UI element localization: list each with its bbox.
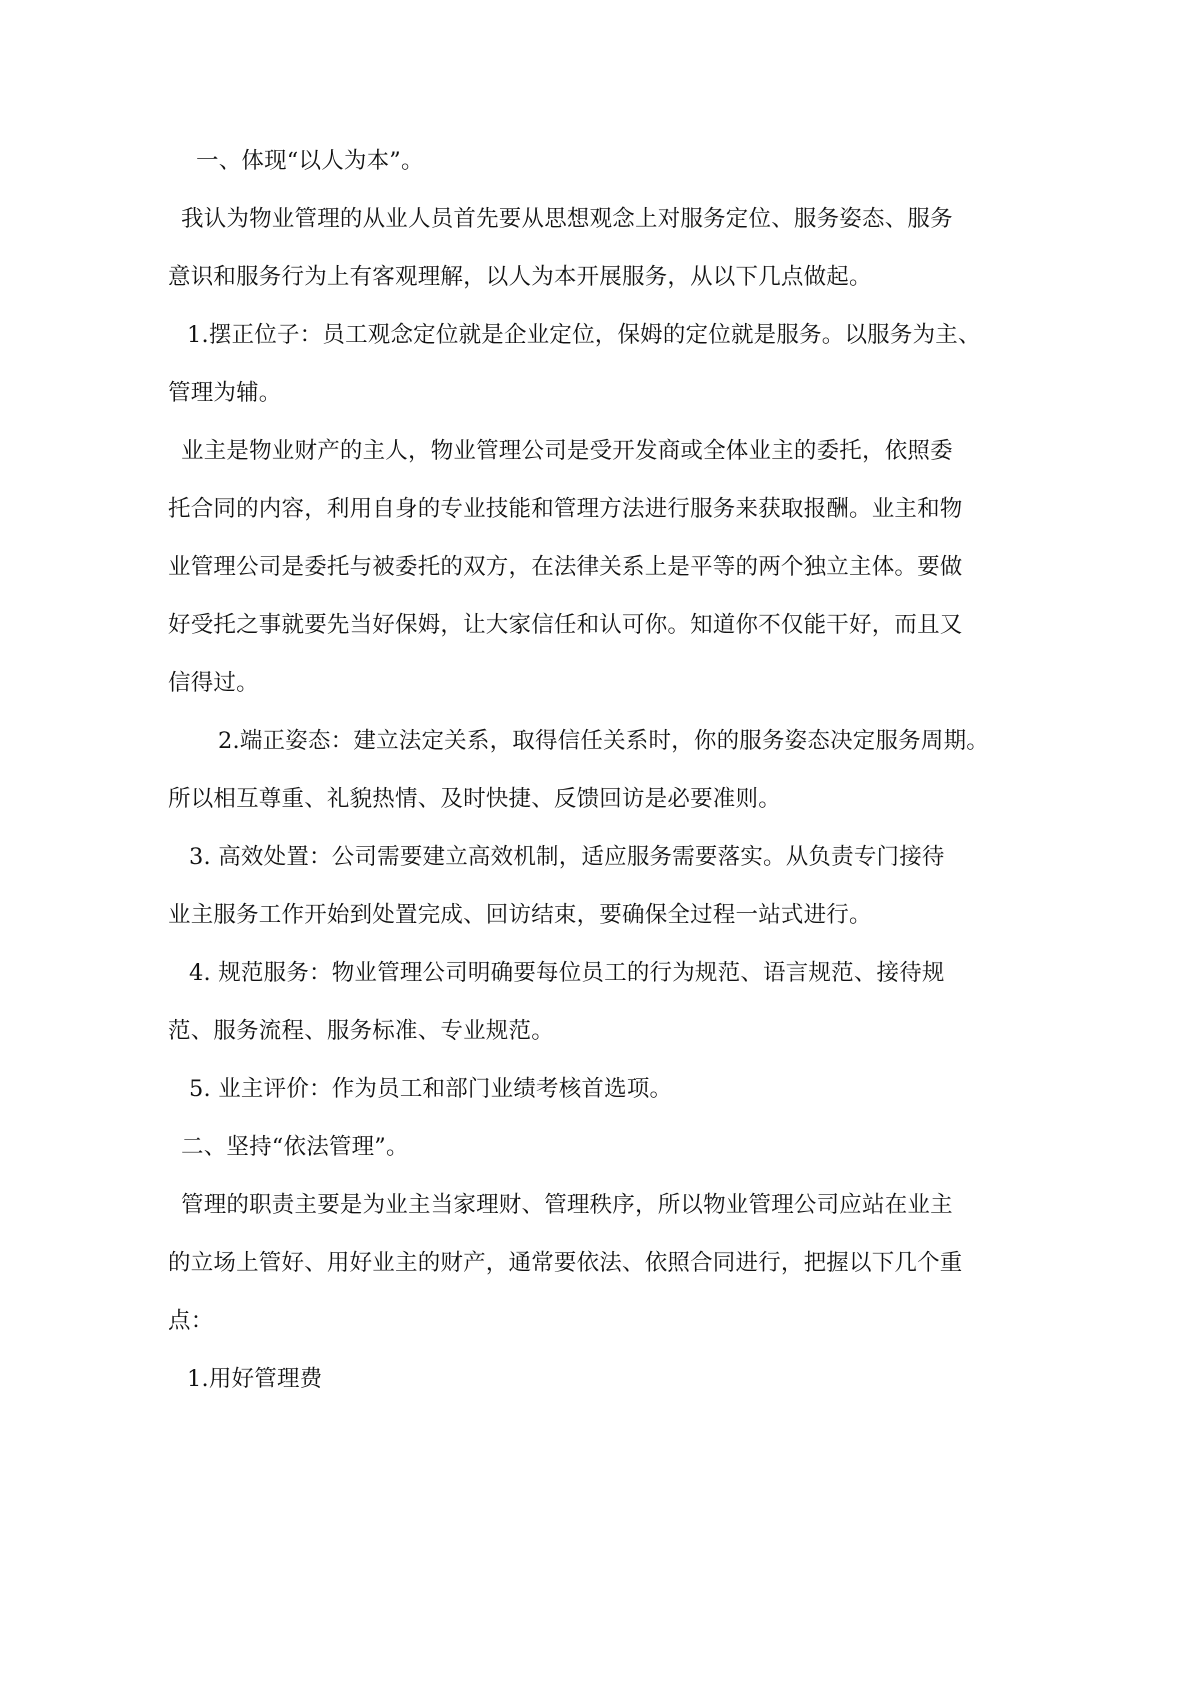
section-heading-1: 一、体现“以人为本”。 bbox=[196, 148, 424, 174]
list-item-line: 5. 业主评价：作为员工和部门业绩考核首选项。 bbox=[189, 1076, 673, 1102]
paragraph-line: 的立场上管好、用好业主的财产，通常要依法、依照合同进行，把握以下几个重 bbox=[168, 1250, 963, 1276]
paragraph-line: 业主服务工作开始到处置完成、回访结束，要确保全过程一站式进行。 bbox=[168, 902, 872, 928]
paragraph-line: 信得过。 bbox=[168, 670, 259, 696]
paragraph-line: 管理为辅。 bbox=[168, 380, 282, 406]
paragraph-line: 我认为物业管理的从业人员首先要从思想观念上对服务定位、服务姿态、服务 bbox=[181, 206, 953, 232]
paragraph-line: 所以相互尊重、礼貌热情、及时快捷、反馈回访是必要准则。 bbox=[168, 786, 781, 812]
paragraph-line: 托合同的内容，利用自身的专业技能和管理方法进行服务来获取报酬。业主和物 bbox=[168, 496, 963, 522]
paragraph-line: 业主是物业财产的主人，物业管理公司是受开发商或全体业主的委托，依照委 bbox=[181, 438, 953, 464]
list-item-line: 1.摆正位子：员工观念定位就是企业定位，保姆的定位就是服务。以服务为主、 bbox=[187, 322, 981, 348]
paragraph-line: 范、服务流程、服务标准、专业规范。 bbox=[168, 1018, 554, 1044]
paragraph-line: 管理的职责主要是为业主当家理财、管理秩序，所以物业管理公司应站在业主 bbox=[181, 1192, 953, 1218]
list-item-line: 3. 高效处置：公司需要建立高效机制，适应服务需要落实。从负责专门接待 bbox=[189, 844, 945, 870]
list-item-line: 1.用好管理费 bbox=[187, 1366, 323, 1392]
paragraph-line: 意识和服务行为上有客观理解，以人为本开展服务，从以下几点做起。 bbox=[168, 264, 872, 290]
paragraph-line: 业管理公司是委托与被委托的双方，在法律关系上是平等的两个独立主体。要做 bbox=[168, 554, 963, 580]
list-item-line: 2.端正姿态：建立法定关系，取得信任关系时，你的服务姿态决定服务周期。 bbox=[218, 728, 989, 754]
list-item-line: 4. 规范服务：物业管理公司明确要每位员工的行为规范、语言规范、接待规 bbox=[189, 960, 945, 986]
paragraph-line: 好受托之事就要先当好保姆，让大家信任和认可你。知道你不仅能干好，而且又 bbox=[168, 612, 963, 638]
section-heading-2: 二、坚持“依法管理”。 bbox=[181, 1134, 409, 1160]
paragraph-line: 点： bbox=[168, 1308, 214, 1334]
